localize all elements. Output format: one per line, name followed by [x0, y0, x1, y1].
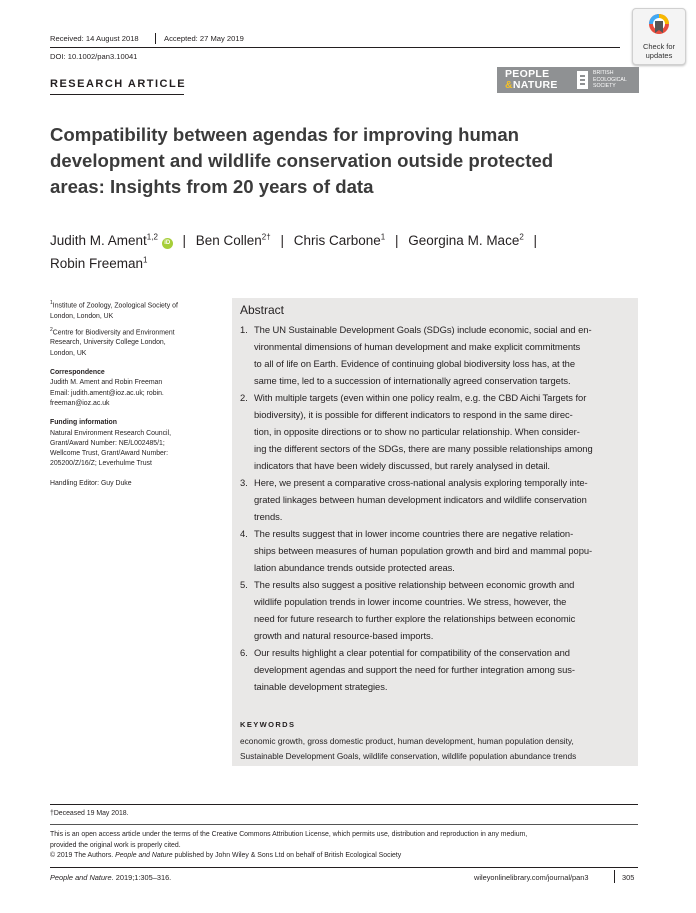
- section-label: RESEARCH ARTICLE: [50, 78, 187, 90]
- abstract-item-number: 1.: [240, 324, 248, 335]
- abstract-line: tion, in opposite directions or to show no particular relationship. When consider-: [254, 426, 580, 438]
- abstract-line: vironmental dimensions of human development and make explicit commitments: [254, 341, 581, 353]
- logo-people: PEOPLE: [505, 68, 550, 80]
- abstract-line: Here, we present a comparative cross-national analysis exploring temporally inte-: [254, 477, 588, 488]
- correspondence: Correspondence Judith M. Ament and Robin Freeman Email: judith.ament@ioz.ac.uk; robin. freeman@ioz.ac.uk: [50, 369, 164, 407]
- header-rule: [50, 47, 620, 48]
- correspondence-heading: Correspondence: [50, 369, 105, 377]
- affiliations: [50, 298, 220, 489]
- abstract-line: The UN Sustainable Development Goals (SDGs) include economic, social and en-: [254, 324, 592, 335]
- affiliation-2: $^2$Centre for Biodiversity and Environment Research, University College London, London, UK: [50, 326, 175, 357]
- author-list-line2: [50, 251, 148, 273]
- abstract-heading: Abstract: [240, 303, 285, 317]
- abstract-line: biodiversity), it is possible for different indicators to respond in the same direc-: [254, 409, 573, 421]
- logo-ampersand: &: [505, 79, 513, 91]
- journal-logo: [497, 67, 639, 93]
- abstract-item: [254, 644, 632, 695]
- header-divider: [155, 33, 156, 44]
- page-number-divider: [614, 870, 615, 883]
- abstract-line: need for future research to further explore the relationships between economic: [254, 613, 576, 625]
- page-citation: People and Nature. 2019;1:305–316.: [50, 873, 172, 882]
- abstract-line: lation abundance trends outside protected areas.: [254, 562, 455, 574]
- abstract-item: [254, 576, 632, 644]
- funding-heading: Funding information: [50, 419, 117, 427]
- abstract-line: trends.: [254, 511, 283, 523]
- bookmark-icon: [648, 13, 670, 37]
- abstract-item-number: 4.: [240, 528, 248, 539]
- abstract-item: [254, 389, 632, 474]
- footer-rule: [50, 867, 638, 868]
- society-line1: BRITISH: [593, 70, 614, 76]
- abstract-line: grated linkages between human development indicators and wildlife conservation: [254, 494, 587, 506]
- author-list: Judith M. Ament$^{1,2}$ iD | Ben Collen$^{2\dagger}$ | Chris Carbone$^1$ | Georgina M. Mace$^2$ |: [50, 232, 538, 248]
- section-underline: [50, 94, 184, 95]
- author-1[interactable]: Judith M. Ament$^{1,2}$: [50, 232, 158, 248]
- abstract-item-number: 3.: [240, 477, 248, 488]
- page-number: 305: [622, 873, 635, 882]
- affiliation-1: $^1$Institute of Zoology, Zoological Society of London, London, UK: [50, 300, 178, 320]
- check-for-updates-button[interactable]: [632, 8, 686, 65]
- abstract-item: [254, 321, 632, 389]
- keywords-heading: KEYWORDS: [240, 720, 296, 729]
- society-line3: SOCIETY: [593, 83, 616, 89]
- title-line-3: areas: Insights from 20 years of data: [50, 176, 374, 197]
- license-text: This is an open access article under the terms of the Creative Commons Attribution License, which permits use, distribution and reproduction in any medium, provided the original work is properly cited. © 2019 The Authors. People and Nature published by John Wiley & Sons Ltd on behalf of British Ecological Society: [50, 831, 528, 859]
- author-3[interactable]: Chris Carbone$^1$: [293, 232, 386, 248]
- abstract-line: The results also suggest a positive relationship between economic growth and: [254, 579, 575, 590]
- title-line-1: Compatibility between agendas for improving human: [50, 124, 520, 145]
- abstract-item-number: 5.: [240, 579, 248, 590]
- keywords: economic growth, gross domestic product, human development, human population density, Sustainable Development Goals, wildlife conservation, wildlife population abundance trends: [240, 736, 577, 761]
- check-updates-line1: Check for: [642, 42, 676, 51]
- title-line-2: development and wildlife conservation outside protected: [50, 150, 554, 171]
- abstract-line: indicators that have been widely discussed, but rarely analysed in detail.: [254, 460, 550, 472]
- abstract-item-number: 2.: [240, 392, 248, 403]
- abstract-item-number: 6.: [240, 647, 248, 658]
- doi[interactable]: DOI: 10.1002/pan3.10041: [50, 52, 138, 61]
- check-updates-line2: updates: [645, 51, 673, 60]
- author-4[interactable]: Georgina M. Mace$^2$: [408, 232, 524, 248]
- accepted-date: Accepted: 27 May 2019: [164, 34, 244, 43]
- handling-editor: Handling Editor: Guy Duke: [50, 479, 132, 487]
- abstract-line: to all of life on Earth. Evidence of continuing global biodiversity loss has, at the: [254, 358, 575, 370]
- abstract-item: [254, 474, 632, 525]
- abstract-line: With multiple targets (even within one policy realm, e.g. the CBD Aichi Targets for: [254, 392, 587, 403]
- license-rule: [50, 824, 638, 825]
- abstract-item: [254, 525, 632, 576]
- abstract-line: same time, led to a succession of internationally agreed conservation targets.: [254, 375, 571, 387]
- journal-url[interactable]: wileyonlinelibrary.com/journal/pan3: [474, 873, 589, 882]
- abstract-line: ing the different sectors of the SDGs, there are many possible relationships among: [254, 443, 593, 455]
- abstract-line: growth and natural resource-based imports.: [254, 630, 434, 642]
- abstract-line: tainable development strategies.: [254, 681, 388, 693]
- society-line2: ECOLOGICAL: [593, 76, 627, 83]
- abstract-line: Our results highlight a clear potential for compatibility of the conservation and: [254, 647, 570, 658]
- abstract-line: development agendas and support the need for further integration among sus-: [254, 664, 575, 676]
- funding: Funding information Natural Environment Research Council, Grant/Award Number: NE/L002485/1; Wellcome Trust, Grant/Award Number: 205200/Z/16/Z; Leverhulme Trust: [50, 419, 172, 468]
- author-5[interactable]: Robin Freeman$^1$: [50, 255, 148, 271]
- correspondence-email[interactable]: Email: judith.ament@ioz.ac.uk; robin. freeman@ioz.ac.uk: [50, 389, 164, 407]
- orcid-icon[interactable]: iD: [162, 238, 173, 249]
- author-2[interactable]: Ben Collen$^{2\dagger}$: [195, 232, 271, 248]
- received-date: Received: 14 August 2018: [50, 34, 139, 43]
- deceased-note: †Deceased 19 May 2018.: [50, 810, 129, 817]
- logo-nature: NATURE: [512, 79, 558, 91]
- abstract-line: ships between measures of human population growth and bird and mammal popu-: [254, 545, 593, 557]
- article-title: [50, 122, 650, 200]
- footnote-rule: [50, 804, 638, 805]
- abstract-line: The results suggest that in lower income countries there are negative relation-: [254, 528, 574, 539]
- society-mark-icon: [577, 71, 588, 89]
- abstract-line: wildlife population trends in lower income countries. We stress, however, the: [254, 596, 567, 608]
